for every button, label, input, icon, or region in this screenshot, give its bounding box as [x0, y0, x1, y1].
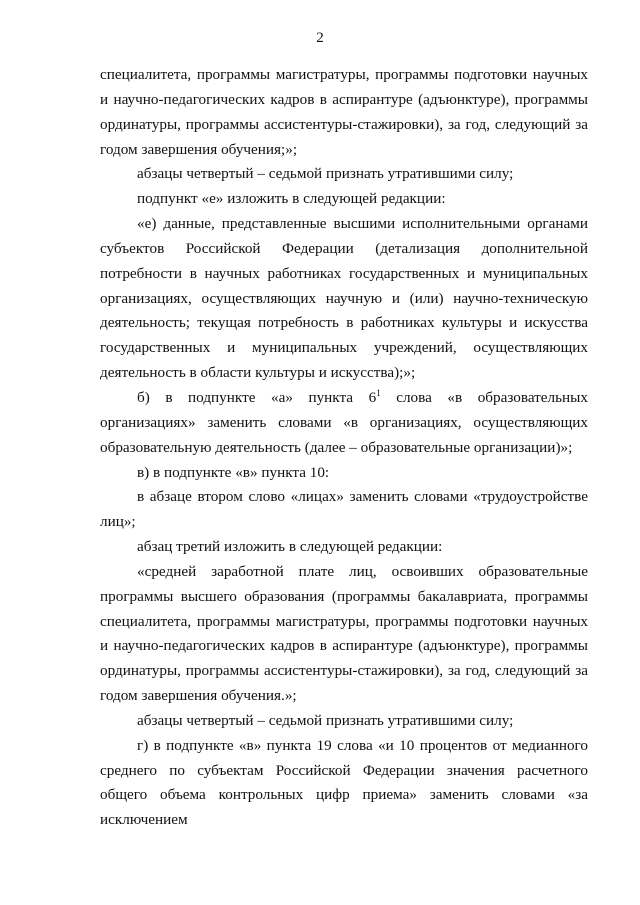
paragraph-4: «е) данные, представленные высшими исполнительными органами субъектов Российской Федерации (детализация дополнительной потребности в научных работниках государственных и муниципальных организациях, осуществляющих научную и (или) научно-техническую деятельность; текущая потребность в работниках культуры и искусства государственных и муниципальных учреждений, осуществляющих деятельность в области культуры и искусства);»; [100, 215, 588, 382]
paragraph-11: г) в подпункте «в» пункта 19 слова «и 10 процентов от медианного среднего по субъектам Российской Федерации значения расчетного общего объема контрольных цифр приема» заменить словами «за исключением [100, 736, 588, 829]
paragraph-7: в абзаце втором слово «лицах» заменить словами «трудоустройстве лиц»; [100, 488, 588, 531]
paragraph-1: специалитета, программы магистратуры, программы подготовки научных и научно-педагогических кадров в аспирантуре (адъюнктуре), программы ординатуры, программы ассистентуры-стажировки), за год, следующий за годом завершения обучения;»; [100, 66, 588, 158]
paragraph-10: абзацы четвертый – седьмой признать утратившими силу; [137, 711, 514, 729]
paragraph-8: абзац третий изложить в следующей редакции: [137, 538, 443, 556]
paragraph-5-text-before: б) в подпункте «а» пункта 6 [137, 388, 377, 406]
paragraph-5-text-after: слова «в образовательных организациях» заменить словами «в организациях, осуществляющих образовательную деятельность (далее – образовательные организации)»; [100, 388, 588, 456]
paragraph-5 [100, 386, 588, 461]
paragraph-9: «средней заработной плате лиц, освоивших образовательные программы высшего образования (программы бакалавриата, программы специалитета, программы магистратуры, программы подготовки научных и научно-педагогических кадров в аспирантуре (адъюнктуре), программы ординатуры, программы ассистентуры-стажировки), за год, следующий за годом завершения обучения.»; [100, 562, 588, 705]
paragraph-3: подпункт «е» изложить в следующей редакции: [137, 190, 446, 208]
document-body [100, 63, 588, 833]
paragraph-5-superscript: 1 [376, 387, 381, 398]
paragraph-6: в) в подпункте «в» пункта 10: [137, 463, 330, 481]
paragraph-2: абзацы четвертый – седьмой признать утратившими силу; [137, 165, 514, 183]
page-number: 2 [316, 30, 324, 46]
